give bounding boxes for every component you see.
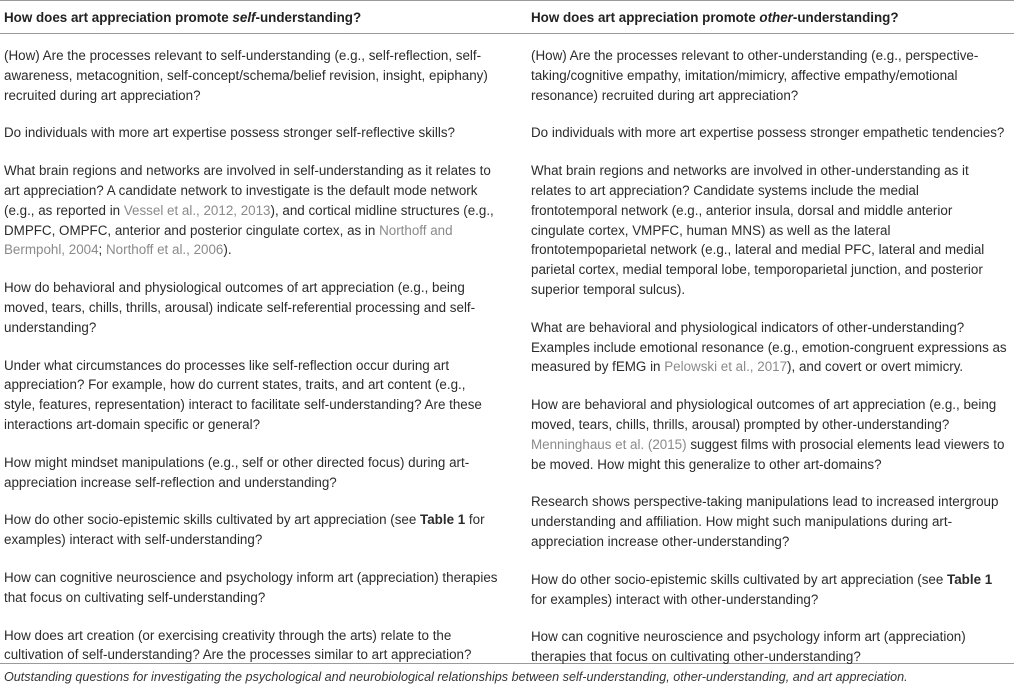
question-cell: Do individuals with more art expertise possess stronger self-reflective skills? bbox=[4, 125, 455, 141]
question-cell: How can cognitive neuroscience and psychology inform art (appreciation) therapies that focus on cultivating other-understanding? bbox=[531, 629, 966, 665]
citation-link[interactable]: Menninghaus et al. (2015) bbox=[531, 436, 687, 452]
other-understanding-header: How does art appreciation promote other-understanding? bbox=[531, 10, 899, 25]
question-cell: Under what circumstances do processes like self-reflection occur during art appreciation? For example, how do current states, traits, and art content (e.g., style, features, representation) interact to facilitate self-understanding? Are these interactions art-domain specific or general? bbox=[4, 357, 482, 432]
question-cell: How can cognitive neuroscience and psychology inform art (appreciation) therapies that focus on cultivating self-understanding? bbox=[4, 569, 498, 605]
table-reference[interactable]: Table 1 bbox=[947, 571, 993, 587]
header-rule bbox=[0, 33, 1014, 34]
question-cell: How do other socio-epistemic skills cultivated by art appreciation (see Table 1 for examples) interact with self-understanding? bbox=[4, 512, 485, 548]
question-cell: How does art creation (or exercising creativity through the arts) relate to the cultivation of self-understanding? Are the processes similar to art appreciation? bbox=[4, 627, 472, 663]
question-cell: What brain regions and networks are involved in self-understanding as it relates to art appreciation? A candidate network to investigate is the default mode network (e.g., as reported in Vessel et al., 2012, 2013), and cortical midline structures (e.g., DMPFC, OMPFC, anterior and posterior cingulate cortex, as in Northoff and Bermpohl, 2004; Northoff et al., 2006). bbox=[4, 163, 494, 258]
question-cell: Research shows perspective-taking manipulations lead to increased intergroup understanding and affiliation. How might such manipulations during art-appreciation increase other-understanding? bbox=[531, 494, 999, 549]
citation-link[interactable]: Vessel et al., 2012, 2013 bbox=[123, 202, 271, 218]
question-cell: How are behavioral and physiological outcomes of art appreciation (e.g., being moved, tears, chills, thrills, arousal) prompted by other-understanding? Menninghaus et al. (2015) suggest films with prosocial elements lead viewers to be moved. How might this generalize to other art-domains? bbox=[531, 397, 1005, 472]
top-rule bbox=[0, 0, 1014, 1]
question-cell: How do behavioral and physiological outcomes of art appreciation (e.g., being moved, tears, chills, thrills, arousal) indicate self-referential processing and self-understanding? bbox=[4, 280, 476, 335]
question-cell: How might mindset manipulations (e.g., self or other directed focus) during art-appreciation increase self-reflection and understanding? bbox=[4, 454, 470, 490]
table-caption: Outstanding questions for investigating the psychological and neurobiological relationships between self-understanding, other-understanding, and art appreciation. bbox=[4, 670, 908, 684]
question-cell: What brain regions and networks are involved in other-understanding as it relates to art appreciation? Candidate systems include the medial frontotemporal network (e.g., anterior insula, dorsal and middle anterior cingulate cortex, VMPFC, human MNS) as well as the lateral frontotempoparietal network (e.g., lateral and medial PFC, lateral and medial parietal cortex, medial temporal lobe, temporoparietal junction, and posterior superior temporal sulcus). bbox=[531, 163, 985, 297]
table-reference[interactable]: Table 1 bbox=[420, 512, 466, 528]
question-cell: What are behavioral and physiological indicators of other-understanding? Examples include emotional resonance (e.g., emotion-congruent expressions as measured by fEMG in Pelowski et al., 2017), and covert or overt mimicry. bbox=[531, 319, 1007, 375]
citation-link[interactable]: Pelowski et al., 2017 bbox=[664, 359, 788, 375]
question-cell: (How) Are the processes relevant to other-understanding (e.g., perspective-taking/cognitive empathy, imitation/mimicry, affective empathy/emotional resonance) recruited during art appreciation? bbox=[531, 48, 979, 103]
question-cell: Do individuals with more art expertise possess stronger empathetic tendencies? bbox=[531, 125, 1005, 141]
citation-link[interactable]: Northoff et al., 2006 bbox=[106, 242, 224, 258]
question-cell: (How) Are the processes relevant to self-understanding (e.g., self-reflection, self-awareness, metacognition, self-concept/schema/belief revision, insight, epiphany) recruited during art appreciation? bbox=[4, 48, 488, 103]
self-understanding-header: How does art appreciation promote self-understanding? bbox=[4, 10, 362, 25]
question-cell: How do other socio-epistemic skills cultivated by art appreciation (see Table 1 for examples) interact with other-understanding? bbox=[531, 571, 993, 607]
citation-link[interactable]: Northoff and Bermpohl, 2004 bbox=[4, 222, 453, 258]
